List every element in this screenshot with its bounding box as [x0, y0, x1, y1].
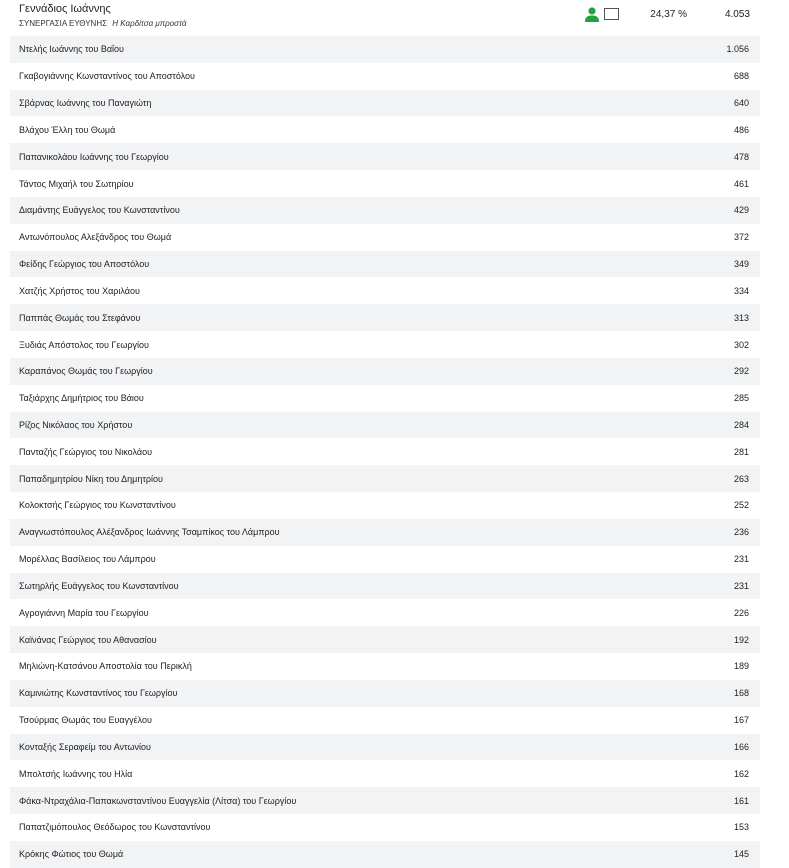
table-row: [10, 492, 760, 519]
select-checkbox[interactable]: [604, 8, 619, 20]
vote-percentage: 24,37 %: [650, 9, 687, 20]
table-row: [10, 251, 760, 278]
table-row: [10, 63, 760, 90]
candidate-votes: 284: [733, 420, 749, 430]
candidate-votes: 461: [733, 178, 749, 189]
candidate-votes: 236: [733, 527, 749, 538]
candidate-name: Καραπάνος Θωμάς του Γεωργίου: [19, 366, 153, 377]
candidate-name: Καμινιώτης Κωνσταντίνος του Γεωργίου: [19, 688, 178, 699]
total-votes: 4.053: [724, 9, 750, 20]
table-row: [10, 653, 760, 680]
table-row: [10, 36, 760, 63]
candidate-name: Βλάχου Έλλη του Θωμά: [19, 124, 116, 135]
candidate-votes: 189: [733, 661, 749, 672]
person-icon[interactable]: [585, 7, 599, 22]
candidate-votes: 263: [733, 473, 749, 484]
party-leader-name: Γεννάδιος Ιωάννης: [19, 3, 111, 15]
party-slogan: Η Καρδίτσα μπροστά: [112, 19, 187, 28]
candidate-votes: 334: [733, 285, 749, 296]
table-row: [10, 841, 760, 868]
candidate-results-panel: [10, 0, 760, 868]
candidate-name: Ταξιάρχης Δημήτριος του Βάιου: [19, 393, 144, 404]
candidate-name: Ρίζος Νικόλαος του Χρήστου: [19, 420, 133, 430]
candidate-name: Χατζής Χρήστος του Χαριλάου: [19, 285, 140, 296]
candidate-name: Παπανικολάου Ιωάννης του Γεωργίου: [19, 151, 169, 162]
candidate-votes: 313: [733, 312, 749, 323]
candidate-name: Ντελής Ιωάννης του Βαΐου: [19, 44, 124, 55]
candidate-name: Αγρογιάννη Μαρία του Γεωργίου: [19, 607, 149, 618]
candidate-votes: 281: [733, 446, 749, 457]
candidate-votes: 153: [733, 822, 749, 833]
candidate-name: Πανταζής Γεώργιος του Νικολάου: [19, 446, 153, 457]
table-row: [10, 277, 760, 304]
candidate-name: Σωτηρλής Ευάγγελος του Κωνσταντίνου: [19, 580, 179, 591]
candidate-votes: 231: [733, 580, 749, 591]
table-row: [10, 760, 760, 787]
candidate-votes: 1.056: [726, 44, 749, 55]
candidate-votes: 640: [733, 98, 749, 109]
table-row: [10, 143, 760, 170]
candidate-votes: 145: [733, 849, 749, 860]
table-row: [10, 546, 760, 573]
candidate-name: Αντωνόπουλος Αλεξάνδρος του Θωμά: [19, 232, 172, 243]
candidate-name: Σβάρνας Ιωάννης του Παναγιώτη: [19, 98, 152, 109]
candidate-votes: 372: [733, 232, 749, 243]
candidate-name: Ξυδιάς Απόστολος του Γεωργίου: [19, 339, 149, 350]
table-row: [10, 787, 760, 814]
candidate-votes: 302: [733, 339, 749, 350]
candidate-name: Κρόκης Φώτιος του Θωμά: [19, 849, 124, 860]
candidate-votes: 231: [733, 554, 749, 565]
table-row: [10, 465, 760, 492]
candidate-votes: 349: [733, 259, 749, 270]
candidate-votes: 688: [733, 71, 749, 82]
table-row: [10, 814, 760, 841]
candidate-votes: 292: [733, 366, 749, 377]
candidate-votes: 162: [733, 768, 749, 779]
table-row: [10, 707, 760, 734]
candidate-name: Μορέλλας Βασίλειος του Λάμπρου: [19, 554, 156, 565]
table-row: [10, 519, 760, 546]
candidate-votes: 486: [733, 124, 749, 135]
candidate-name: Διαμάντης Ευάγγελος του Κωνσταντίνου: [19, 205, 180, 216]
candidate-votes: 168: [733, 688, 749, 699]
table-row: [10, 438, 760, 465]
table-row: [10, 116, 760, 143]
candidate-votes: 429: [733, 205, 749, 216]
candidate-name: Παπαδημητρίου Νίκη του Δημητρίου: [19, 473, 163, 484]
candidate-name: Καϊνάνας Γεώργιος του Αθανασίου: [19, 634, 157, 645]
candidate-votes: 285: [733, 393, 749, 404]
table-row: [10, 170, 760, 197]
candidate-name: Γκαβογιάννης Κωνσταντίνος του Αποστόλου: [19, 71, 195, 82]
table-row: [10, 304, 760, 331]
candidate-votes: 161: [733, 795, 749, 806]
candidate-name: Φείδης Γεώργιος του Αποστόλου: [19, 259, 150, 270]
candidate-name: Παπατζιμόπουλος Θεόδωρος του Κωνσταντίνου: [19, 822, 211, 833]
candidate-votes: 252: [733, 500, 749, 511]
candidate-name: Φάκα-Ντραχάλια-Παπακωνσταντίνου Ευαγγελία (Λίτσα) του Γεωργίου: [19, 795, 297, 806]
candidate-name: Τσούρμας Θωμάς του Ευαγγέλου: [19, 715, 152, 726]
candidate-votes: 166: [733, 741, 749, 752]
table-row: [10, 680, 760, 707]
candidate-name: Μπολτσής Ιωάννης του Ηλία: [19, 768, 133, 779]
candidate-list: [10, 36, 760, 868]
table-row: [10, 331, 760, 358]
party-header: [10, 0, 760, 36]
candidate-name: Παππάς Θωμάς του Στεφάνου: [19, 312, 141, 323]
table-row: [10, 734, 760, 761]
table-row: [10, 90, 760, 117]
candidate-name: Τάντος Μιχαήλ του Σωτηρίου: [19, 178, 134, 189]
candidate-votes: 167: [733, 715, 749, 726]
table-row: [10, 599, 760, 626]
candidate-name: Αναγνωστόπουλος Αλέξανδρος Ιωάννης Τσαμπίκος του Λάμπρου: [19, 527, 280, 538]
candidate-votes: 478: [733, 151, 749, 162]
table-row: [10, 224, 760, 251]
candidate-name: Κονταξής Σεραφείμ του Αντωνίου: [19, 741, 151, 752]
table-row: [10, 573, 760, 600]
candidate-votes: 226: [733, 607, 749, 618]
candidate-votes: 192: [733, 634, 749, 645]
table-row: [10, 358, 760, 385]
candidate-name: Κολοκτσής Γεώργιος του Κωνσταντίνου: [19, 500, 176, 511]
party-name: ΣΥΝΕΡΓΑΣΙΑ ΕΥΘΥΝΗΣ: [19, 19, 108, 28]
party-name-line: [19, 19, 186, 28]
candidate-name: Μηλιώνη-Κατσάνου Αποστολία του Περικλή: [19, 661, 192, 672]
table-row: [10, 197, 760, 224]
table-row: [10, 385, 760, 412]
table-row: [10, 626, 760, 653]
table-row: [10, 412, 760, 439]
